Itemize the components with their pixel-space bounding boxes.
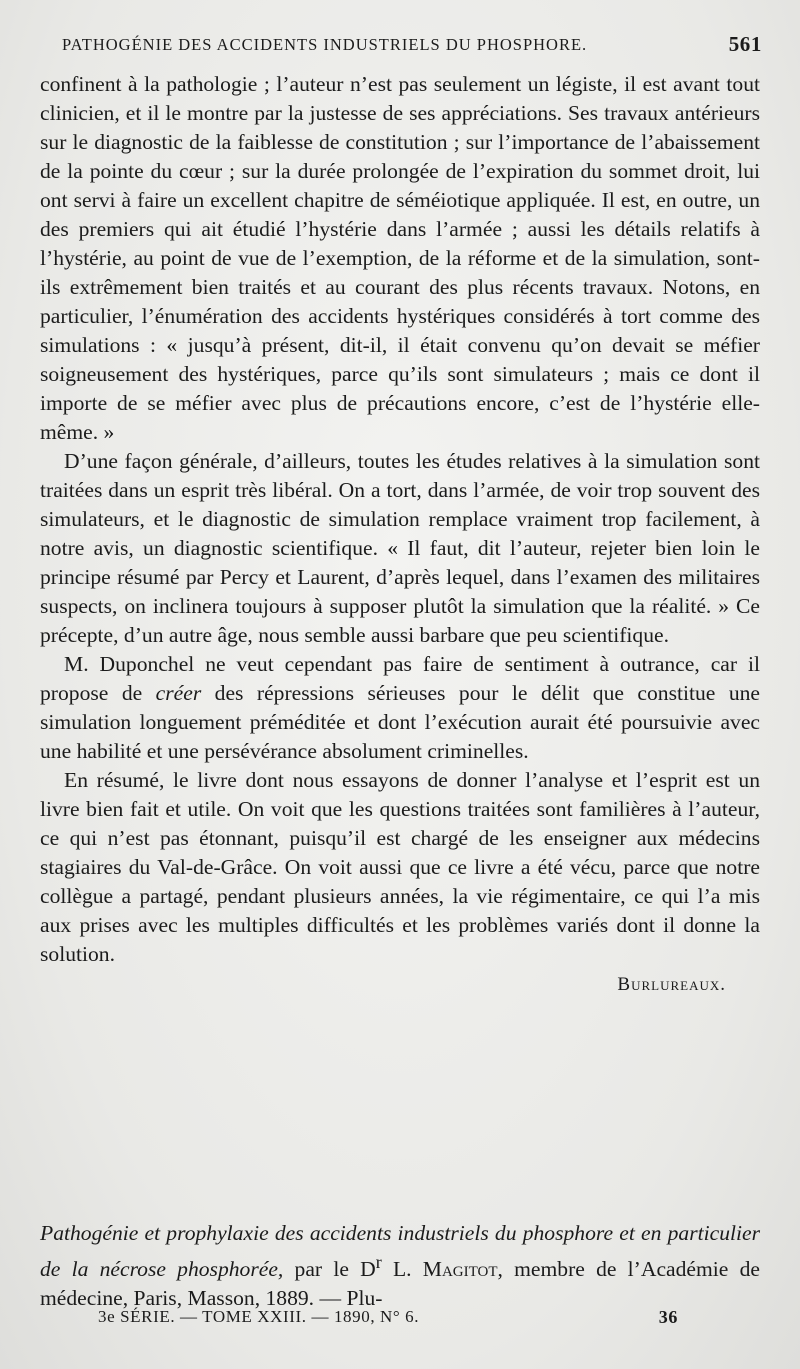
review-body [40,70,760,999]
page-footer [98,1307,688,1327]
citation-title: Pathogénie et prophylaxie des accidents industriels du phosphore et en particulier de la nécrose phosphorée, [40,1221,760,1282]
citation-dr-superscript: r [375,1252,382,1272]
next-review-citation [40,1219,760,1313]
page-number: 561 [728,32,762,56]
citation-by: par le D [283,1257,376,1282]
running-header [62,34,762,55]
paragraph-2: D’une façon générale, d’ailleurs, toutes les études relatives à la simulation sont traitées dans un esprit très libéral. On a tort, dans l’armée, de voir trop souvent des simulateurs, et le diagnostic de simulation remplace vraiment trop facilement, à notre avis, un diagnostic scientifique. « Il faut, dit l’auteur, rejeter bien loin le principe résumé par Percy et Laurent, d’après lequel, dans l’examen des militaires suspects, on inclinera toujours à supposer plutôt la simulation que la réalité. » Ce précepte, d’un autre âge, nous semble aussi barbare que peu scientifique. [40,449,760,647]
paragraph-3-before: M. Duponchel ne veut cependant pas faire de sentiment à outrance, car il propose de [40,652,760,705]
citation-author: L. Magitot, [392,1257,503,1282]
citation-rest: membre de l’Académie de médecine, Paris, Masson, 1889. — Plu- [40,1257,760,1311]
paragraph-3-italic: créer [155,681,202,705]
reviewer-signature: Burlureaux. [617,974,726,995]
paragraph-4: En résumé, le livre dont nous essayons de donner l’analyse et l’esprit est un livre bien fait et utile. On voit que les questions traitées sont familières à l’auteur, ce qui n’est pas étonnant, puisqu’il est chargé de les enseigner aux médecins stagiaires du Val-de-Grâce. On voit aussi que ce livre a été vécu, parce que notre collègue a partagé, pendant plusieurs années, la vie régimentaire, ce qui l’a mis aux prises avec les multiples difficultés et les problèmes variés dont il donne la solution. [40,768,760,966]
paragraph-3-after: des répressions sérieuses pour le délit que constitue une simulation longuement préméditée et dont l’exécution aurait été poursuivie avec une habilité et une persévérance absolument criminelles. [40,681,761,763]
paragraph-1: confinent à la pathologie ; l’auteur n’est pas seulement un légiste, il est avant tout clinicien, et il le montre par la justesse de ses appréciations. Ses travaux antérieurs sur le diagnostic de la faiblesse de constitution ; sur l’importance de l’abaissement de la pointe du cœur ; sur la durée prolongée de l’expiration du sommet droit, lui ont servi à faire un excellent chapitre de séméiotique appliquée. Il est, en outre, un des premiers qui ait étudié l’hystérie dans l’armée ; aussi les détails relatifs à l’hystérie, au point de vue de l’exemption, de la réforme et de la simulation, sont-ils extrêmement bien traités et au courant des plus récents travaux. Notons, en particulier, l’énumération des accidents hystériques considérés à tort comme des simulations : « jusqu’à présent, dit-il, il était convenu qu’on devait se méfier soigneusement des hystériques, parce qu’ils sont simulateurs ; mais ce dont il importe de se méfier avec plus de précautions encore, c’est de l’hystérie elle-même. » [40,72,760,444]
signature-mark: 36 [658,1307,678,1327]
running-title: PATHOGÉNIE DES ACCIDENTS INDUSTRIELS DU PHOSPHORE. [62,35,588,54]
paragraph-3 [40,650,760,766]
series-info: 3e SÉRIE. — TOME XXIII. — 1890, N° 6. [98,1307,420,1326]
